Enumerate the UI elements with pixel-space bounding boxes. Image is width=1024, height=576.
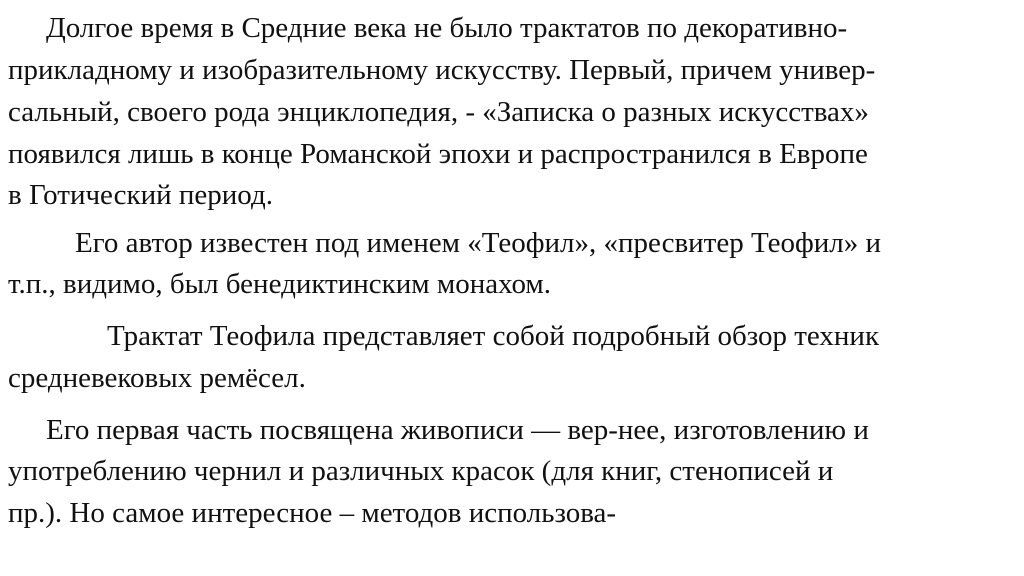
paragraph-4-line-3: пр.). Но самое интересное – методов использова- — [8, 497, 617, 529]
paragraph-4-line-2: употреблению чернил и различных красок (для книг, стенописей и — [8, 455, 834, 487]
paragraph-1-line-5: в Готический период. — [8, 179, 273, 211]
paragraph-1-line-2: прикладному и изобразительному искусству. Первый, причем универ- — [8, 54, 876, 86]
paragraph-4-line-1: Его первая часть посвящена живописи — вер-нее, изготовлению и — [46, 414, 869, 446]
paragraph-2-line-2: т.п., видимо, был бенедиктинским монахом. — [8, 268, 552, 300]
paragraph-1-line-1: Долгое время в Средние века не было трактатов по декоративно- — [46, 12, 848, 44]
paragraph-2-line-1: Его автор известен под именем «Теофил», «пресвитер Теофил» и — [75, 227, 882, 259]
paragraph-1-line-4: появился лишь в конце Романской эпохи и распространился в Европе — [8, 138, 868, 170]
paragraph-3-line-1: Трактат Теофила представляет собой подробный обзор техник — [107, 320, 880, 352]
paragraph-1-line-3: сальный, своего рода энциклопедия, - «Записка о разных искусствах» — [8, 96, 869, 128]
paragraph-3-line-2: средневековых ремёсел. — [8, 362, 306, 394]
